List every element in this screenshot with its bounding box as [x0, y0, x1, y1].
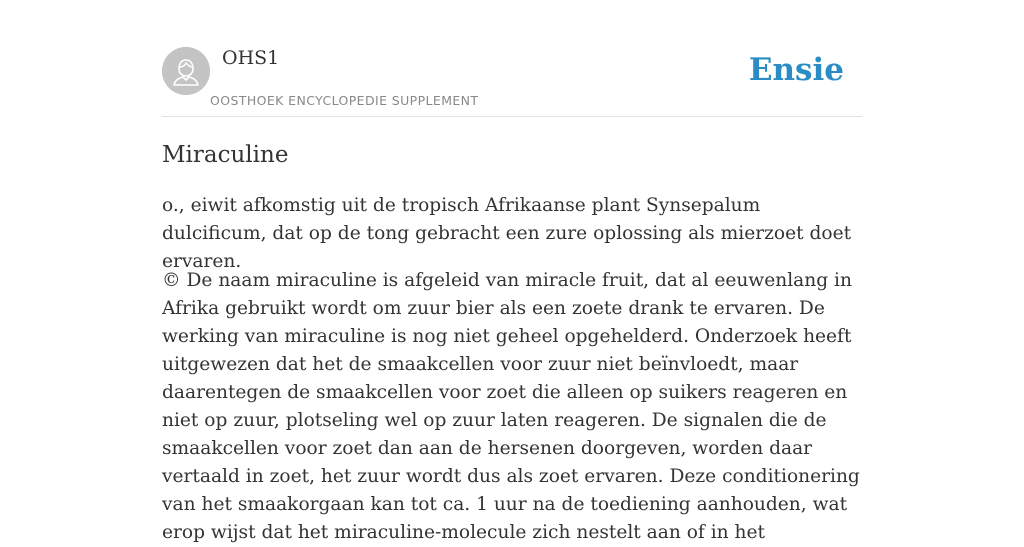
- source-header: [162, 0, 862, 117]
- article-paragraph: © De naam miraculine is afgeleid van miracle fruit, dat al eeuwenlang in Afrika gebruikt wordt om zuur bier als een zoete drank te ervaren. De werking van miraculine is nog niet geheel opgehelderd. Onderzoek heeft uitgewezen dat het de smaakcellen voor zuur niet beïnvloedt, maar daarentegen de smaakcellen voor zoet die alleen op suikers reageren en niet op zuur, plotseling wel op zuur laten reageren. De signalen die de smaakcellen voor zoet dan aan de hersenen doorgeven, worden daar vertaald in zoet, het zuur wordt dus als zoet ervaren. Deze conditionering van het smaakorgaan kan tot ca. 1 uur na de toediening aanhouden, wat erop wijst dat het miraculine-molecule zich nestelt aan of in het: [162, 270, 860, 543]
- article-paragraph: o., eiwit afkomstig uit de tropisch Afrikaanse plant Synsepalum dulcificum, dat op de tong gebracht een zure oplossing als mierzoet doet ervaren.: [162, 195, 852, 272]
- brand-logo[interactable]: Ensie: [748, 52, 844, 88]
- source-name[interactable]: OOSTHOEK ENCYCLOPEDIE SUPPLEMENT: [210, 93, 479, 108]
- user-icon: [162, 47, 210, 95]
- article-title: Miraculine: [162, 142, 289, 168]
- avatar[interactable]: [162, 47, 210, 95]
- page-container: [162, 0, 862, 543]
- source-code[interactable]: OHS1: [222, 47, 280, 69]
